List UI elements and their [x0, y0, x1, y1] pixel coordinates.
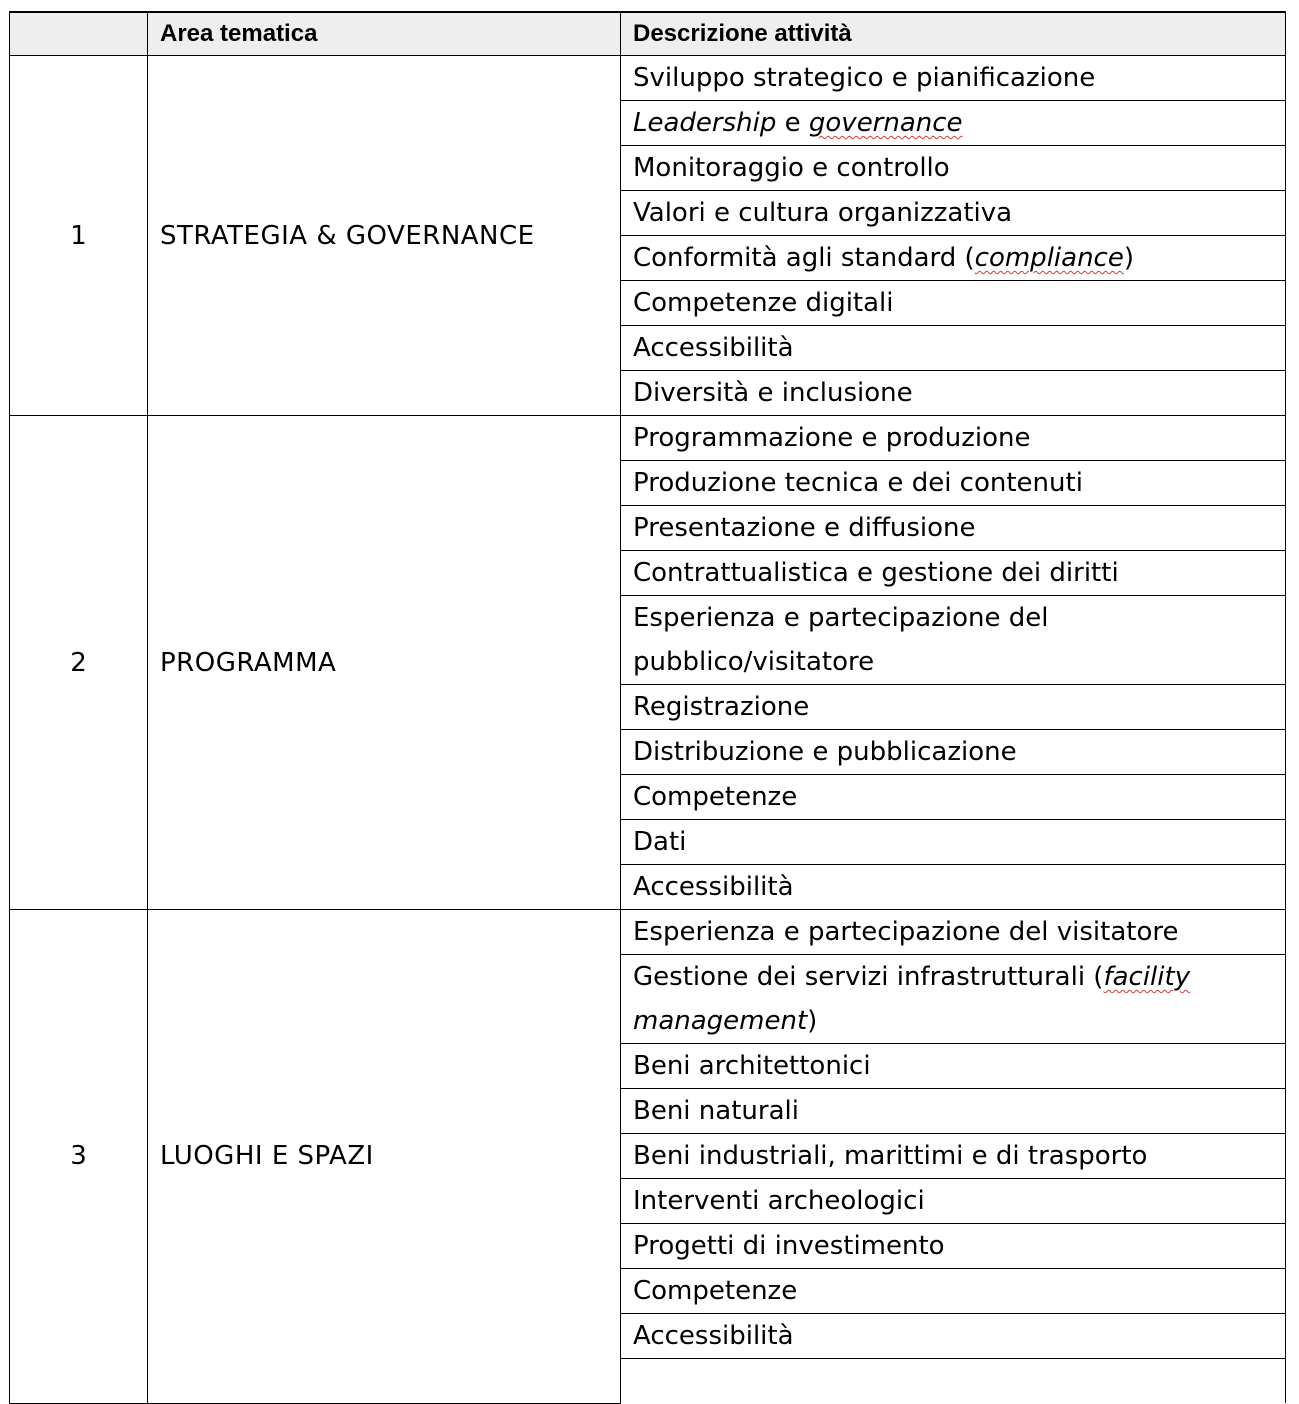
table-row [10, 56, 1286, 101]
activity-part: Gestione dei servizi infrastrutturali ( [633, 962, 1104, 992]
activity-cell: Dati [621, 820, 1286, 865]
table-row [10, 910, 1286, 955]
activity-cell: Contrattualistica e gestione dei diritti [621, 551, 1286, 596]
table-row [10, 416, 1286, 461]
activity-cell: Competenze [621, 1269, 1286, 1314]
activity-cell: Distribuzione e pubblicazione [621, 730, 1286, 775]
area-label: STRATEGIA & GOVERNANCE [148, 56, 621, 416]
activity-cell: Accessibilità [621, 326, 1286, 371]
activity-part: ) [1123, 243, 1134, 273]
activity-cell: Beni industriali, marittimi e di trasporto [621, 1134, 1286, 1179]
activity-cell: Presentazione e diffusione [621, 506, 1286, 551]
row-number: 1 [10, 56, 148, 416]
activity-cell: Beni architettonici [621, 1044, 1286, 1089]
activity-cell [621, 236, 1286, 281]
activity-cell [621, 101, 1286, 146]
activity-part: facility [1103, 962, 1191, 992]
activity-cell: Valori e cultura organizzativa [621, 191, 1286, 236]
activity-cell: Programmazione e produzione [621, 416, 1286, 461]
area-label: PROGRAMMA [148, 416, 621, 910]
header-number [10, 12, 148, 56]
activity-cell: Diversità e inclusione [621, 371, 1286, 416]
activity-cell: Sviluppo strategico e pianificazione [621, 56, 1286, 101]
activity-cell: Registrazione [621, 685, 1286, 730]
activity-part: ) [807, 1006, 818, 1036]
activity-part: compliance [974, 243, 1124, 273]
activity-part: management [633, 1006, 808, 1036]
activity-cell: Interventi archeologici [621, 1179, 1286, 1224]
activity-cell: Competenze digitali [621, 281, 1286, 326]
row-number: 2 [10, 416, 148, 910]
activity-part: Conformità agli standard ( [633, 243, 975, 273]
row-number: 3 [10, 910, 148, 1404]
activity-cell: Competenze [621, 775, 1286, 820]
activity-cell: Accessibilità [621, 1314, 1286, 1359]
activities-table [9, 11, 1286, 1404]
activity-part: Leadership [633, 108, 777, 138]
activity-cell: Beni naturali [621, 1089, 1286, 1134]
activity-part: e [776, 108, 809, 138]
area-label: LUOGHI E SPAZI [148, 910, 621, 1404]
activity-cell: Monitoraggio e controllo [621, 146, 1286, 191]
activity-part: governance [808, 108, 963, 138]
activity-cell: Esperienza e partecipazione del visitatore [621, 910, 1286, 955]
activity-cell [621, 955, 1286, 1044]
activity-cell: Accessibilità [621, 865, 1286, 910]
activity-cell [621, 1359, 1286, 1404]
activity-cell: Progetti di investimento [621, 1224, 1286, 1269]
header-row [10, 12, 1286, 56]
header-description: Descrizione attività [621, 12, 1286, 56]
header-area: Area tematica [148, 12, 621, 56]
activity-cell: Produzione tecnica e dei contenuti [621, 461, 1286, 506]
activity-cell: Esperienza e partecipazione del pubblico/visitatore [621, 596, 1286, 685]
